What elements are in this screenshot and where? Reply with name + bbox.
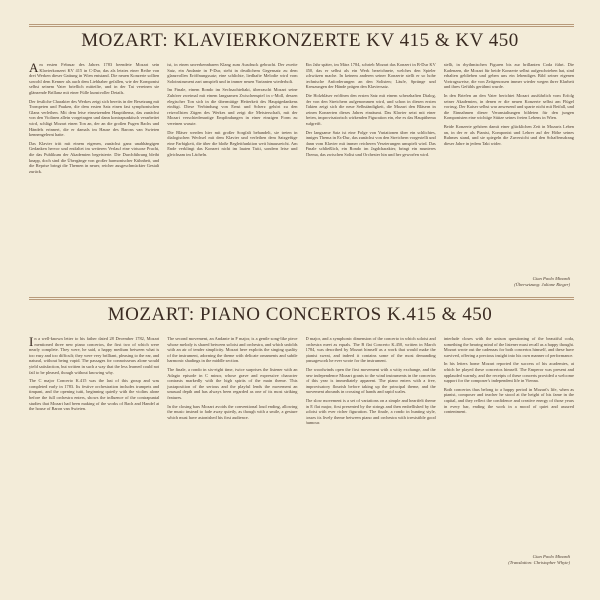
top-rule-2 xyxy=(29,26,574,27)
english-paragraph: n a well-known letter to his father dated 28 December 1782, Mozart mentioned three new piano concertos, the first two of which were nearly complete. They were, he said, a happy medium between what is too easy and too difficult; they were very brilliant, pleasing to the ear, and natural, without being vapid. The passages for connoisseurs alone would yield satisfaction, but written in such a way that the less learned could not fail to be pleased, though without knowing why. xyxy=(29,336,160,375)
english-paragraph: In the closing bars Mozart avoids the conventional loud ending, allowing the music instead to fade away quietly, as though with a smile, a gesture which must have astonished his first audience. xyxy=(167,403,298,420)
english-paragraph: The woodwinds open the first movement with a witty exchange, and the new independence Mozart grants to the wind instruments in the concertos of this year is immediately apparent. The piano enters with a free, improvisatory flourish before taking up the principal theme, and the movement abounds in crossing of hands and rapid scales. xyxy=(305,366,436,395)
german-paragraph: ist, in einen unverkennbaren Klang zum Ausdruck gebracht. Der zweite Satz, ein Andante in F-Dur, steht in deutlichem Gegensatz zu dem glanzvollen Eröffnungssatz; eine schlichte, liedhafte Melodie wird vom Soloinstrument zart umspielt und in immer neuen Varianten wiederholt. xyxy=(167,62,298,84)
german-paragraph: Ein Jahr später, im März 1784, schrieb Mozart das Konzert in B-Dur KV 450, das er selbst als ein Werk bezeichnete, welches den Spieler schwitzen mache. In keinem anderen seiner Konzerte stellt er so hohe technische Anforderungen an den Solisten; Läufe, Sprünge und Kreuzungen der Hände prägen den Klaviersatz. xyxy=(305,62,436,90)
german-signature xyxy=(514,276,570,288)
english-column-3 xyxy=(306,336,436,540)
english-translator: (Translation: Christopher Whyte) xyxy=(508,560,570,565)
german-paragraph: Das Klavier tritt mit einem eigenen, zunächst ganz unabhängigen Gedanken hervor und entfaltet im weiteren Verlauf eine virtuose Pracht, die das Publikum der Akademien begeisterte. Die Durchführung bleibt knapp, doch sind die Übergänge von großer harmonischer Kühnheit, und die Reprise bringt die Themen in neuer, reicher ausgeschmückter Gestalt zurück. xyxy=(29,140,160,174)
german-text-columns xyxy=(29,62,574,258)
german-paragraph: stellt, in rhythmischen Figuren bis zur brillanten Coda führt. Die Kadenzen, die Mozart für beide Konzerte selbst aufgeschrieben hat, sind erhalten geblieben und geben uns ein lebendiges Bild seiner eigenen Vortragsweise, die von Zeitgenossen immer wieder wegen ihrer Klarheit und ihres Gefühls gerühmt wurde. xyxy=(443,62,574,90)
english-paragraph: The slow movement is a set of variations on a simple and heartfelt theme in E flat major, first presented by the strings and then embellished by the soloist with ever richer figuration. The finale, a rondo in hunting style, tosses its lively theme between piano and orchestra with irresistible good humour. xyxy=(305,397,436,426)
german-column-1 xyxy=(29,62,159,258)
german-paragraph: Der langsame Satz ist eine Folge von Variationen über ein schlichtes, inniges Thema in Es-Dur, das zunächst von den Streichern vorgestellt und dann vom Klavier mit immer reicheren Verzierungen umspielt wird. Das Finale schließlich, ein Rondo im Jagdcharakter, bringt ein munteres Thema, das zwischen Solist und Orchester hin und her geworfen wird. xyxy=(305,129,436,157)
english-column-4 xyxy=(444,336,574,540)
german-paragraph: In den Briefen an den Vater berichtet Mozart ausführlich vom Erfolg seiner Akademien, in denen er die neuen Konzerte selbst am Flügel vortrug. Der Kaiser selbst war anwesend und sparte nicht mit Beifall, und die Einnahmen dieser Veranstaltungen bildeten für den jungen Komponisten eine wichtige Stütze seines freien Lebens in Wien. xyxy=(443,92,574,121)
english-dropcap: I xyxy=(29,336,34,349)
german-paragraph: Der festliche Charakter des Werkes zeigt sich bereits in der Besetzung mit Trompeten und Pauken, die dem ersten Satz einen fast symphonischen Glanz verleihen. Mit dem leise einsetzenden Hauptthema, das zunächst von den Violinen allein vorgetragen und dann kontrapunktisch verarbeitet wird, schlägt Mozart einen Ton an, der an die großen Fugen Bachs und Händels erinnert, die er damals im Hause des Barons van Swieten kennengelernt hatte. xyxy=(29,98,160,138)
english-paragraph: D major, and a symphonic dimension of the concerto in which soloist and orchestra meet as equals. The B flat Concerto K.450, written in March 1784, was described by Mozart himself as a work that would make the pianist sweat, and indeed it contains some of the most demanding passagework he ever wrote for the instrument. xyxy=(305,336,436,364)
german-translator: (Übersetzung: Juliane Rieger) xyxy=(514,282,570,287)
german-dropcap: A xyxy=(29,62,39,75)
top-rule-1 xyxy=(29,24,574,25)
middle-rule-1 xyxy=(29,297,574,298)
german-paragraph: Die Holzbläser eröffnen den ersten Satz mit einem scherzhaften Dialog, der von den Streichern aufgenommen wird, und schon in diesen ersten Takten zeigt sich die neue Selbständigkeit, die Mozart den Bläsern in seinen Konzerten dieses Jahres einräumt. Das Klavier setzt mit einer freien, improvisatorisch wirkenden Figuration ein, ehe es das Hauptthema aufgreift. xyxy=(305,92,436,126)
english-column-2 xyxy=(167,336,297,540)
english-text-columns xyxy=(29,336,574,540)
english-paragraph: The second movement, an Andante in F major, is a gentle song-like piece whose melody is shared between soloist and orchestra, and which unfolds with an air of tender simplicity. Mozart here exploits the singing quality of the instrument, adorning the theme with delicate ornaments and subtle harmonic shadings in the middle section. xyxy=(167,336,298,364)
german-paragraph: Die Bläser werden hier mit großer Sorgfalt behandelt, sie treten in dialogischen Wechsel mit dem Klavier und verleihen dem Satzgefüge eine Farbigkeit, die über die bloße Begleitfunktion weit hinausreicht. Am Ende verklingt das Konzert nicht im lauten Tutti, sondern leise und gleichsam im Lächeln. xyxy=(167,129,298,157)
english-paragraph: interlude closes with the unison questioning of the beautiful coda, something the hearing mind of the listener must recall as a happy thought. Mozart wrote out the cadenzas for both concertos himself, and these have survived, offering a precious insight into his own manner of performance. xyxy=(443,336,574,358)
english-paragraph: The C major Concerto K.415 was the last of this group and was completed early in 1783. Its festive orchestration includes trumpets and timpani, and the opening tutti, beginning quietly with the violins alone before the full orchestra enters, shows the influence of the contrapuntal studies that Mozart had been making of the works of Bach and Handel at the house of Baron van Swieten. xyxy=(29,378,160,412)
english-column-1 xyxy=(29,336,159,540)
english-paragraph: In his letters home Mozart reported the success of his academies, at which he played these concertos himself. The Emperor was present and applauded warmly, and the receipts of these concerts provided a welcome support for the composer's independent life in Vienna. xyxy=(443,361,574,384)
german-title: MOZART: KLAVIERKONZERTE KV 415 & KV 450 xyxy=(81,30,519,51)
german-paragraph: Im Finale, einem Rondo im Sechsachteltakt, überrascht Mozart seine Zuhörer zweimal mit einem langsamen Zwischenspiel in c-Moll, dessen elegischer Ton sich in die übermütige Heiterkeit des Hauptgedankens einfügt. Diese Verbindung von Ernst und Scherz gehört zu den reizvollsten Zügen des Werkes und zeigt die Meisterschaft, mit der Mozart verschiedenartige Empfindungen in einer einzigen Form zu vereinen wusste. xyxy=(167,87,298,126)
german-column-3 xyxy=(306,62,436,258)
german-column-4 xyxy=(444,62,574,258)
german-paragraph: m ersten Februar des Jahres 1783 beendete Mozart sein Klavierkonzert KV 415 in C-Dur, das als letztes einer Reihe von drei Werken dieser Gattung in Wien entstand. Die neuen Konzerte sollten sowohl dem Kenner als auch dem Liebhaber gefallen, wie der Komponist selbst seinem Vater brieflich mitteilte, und in der Tat vereinen sie glänzende Brillanz mit einer Fülle kunstvoller Details. xyxy=(29,62,160,95)
german-column-2 xyxy=(167,62,297,258)
english-author: Gian Paolo Minardi xyxy=(532,554,570,559)
english-paragraph: Both concertos thus belong to a happy period in Mozart's life, when as pianist, composer and teacher he stood at the height of his fame in the capital, and they reflect the confidence and creative energy of those years in every bar, ending the work in a mood of quiet and assured contentment. xyxy=(443,386,574,415)
german-author: Gian Paolo Minardi xyxy=(532,276,570,281)
english-title: MOZART: PIANO CONCERTOS K.415 & 450 xyxy=(107,304,493,325)
middle-rule-2 xyxy=(29,299,574,300)
english-paragraph: The finale, a rondo in six-eight time, twice surprises the listener with an Adagio episode in C minor, whose grave and expressive character contrasts markedly with the high spirits of the main theme. This juxtaposition of the serious and the playful lends the movement an unusual depth and has always been regarded as one of its most striking features. xyxy=(167,366,298,400)
german-paragraph: Beide Konzerte gehören damit einer glücklichen Zeit in Mozarts Leben an, in der er als Pianist, Komponist und Lehrer auf der Höhe seines Ruhmes stand, und sie spiegeln die Zuversicht und den Schaffensdrang dieser Jahre in jedem Takt wider. xyxy=(443,123,574,146)
english-signature xyxy=(508,554,570,566)
